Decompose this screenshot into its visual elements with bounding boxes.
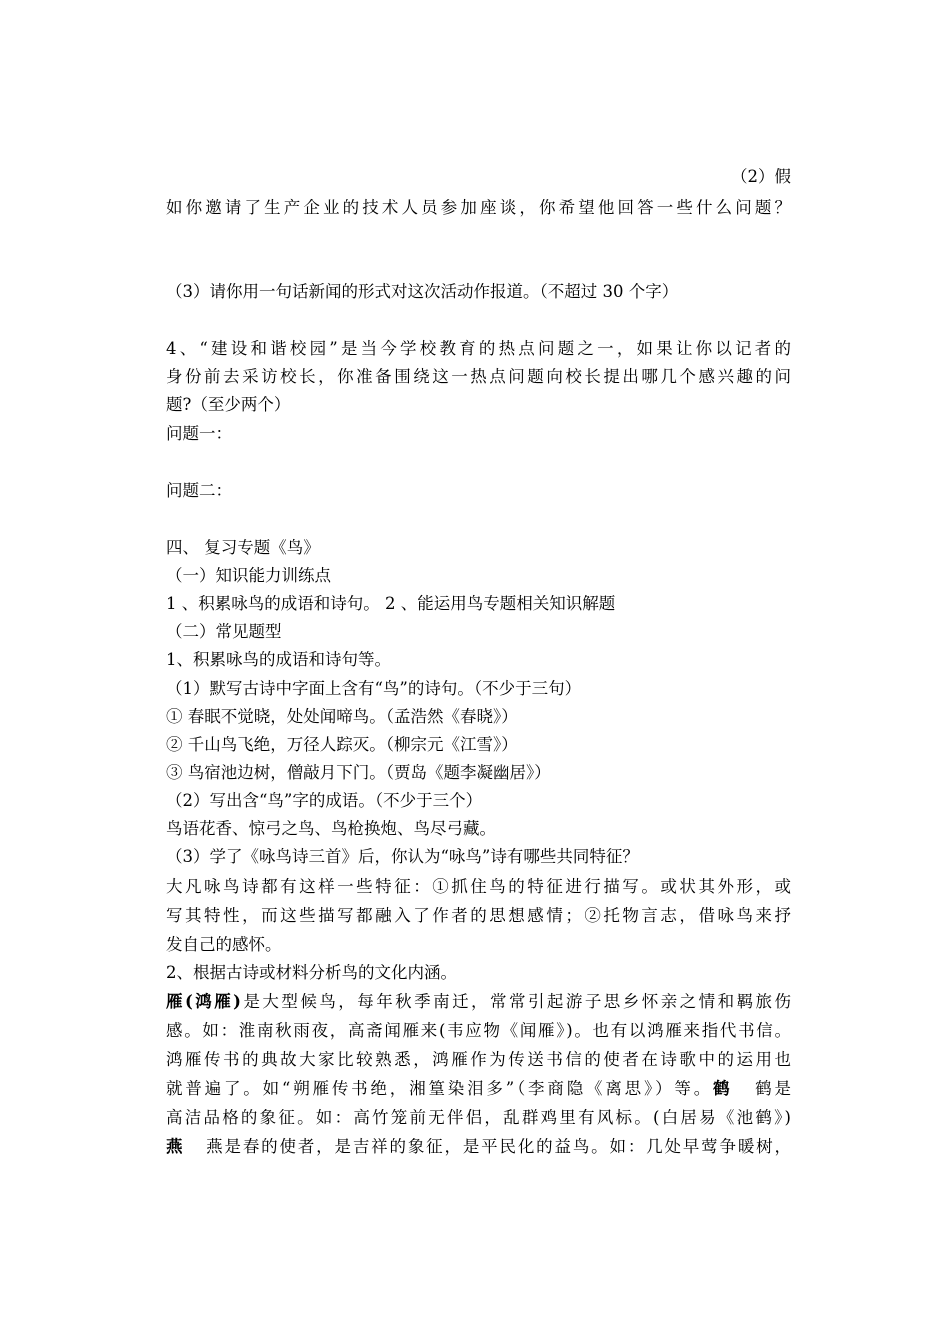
text-line: （3）请你用一句话新闻的形式对这次活动作报道。（不超过 30 个字） <box>166 282 679 301</box>
text-line: 大凡咏鸟诗都有这样一些特征：①抓住鸟的特征进行描写。或状其外形，或 <box>166 877 791 896</box>
text-line <box>166 1078 791 1100</box>
text-line: ① 春眠不觉晓，处处闻啼鸟。（孟浩然《春晓》） <box>166 707 518 726</box>
text-line: 身份前去采访校长，你准备围绕这一热点问题向校长提出哪几个感兴趣的问 <box>166 367 791 386</box>
text-line: （1）默写古诗中字面上含有“鸟”的诗句。（不少于三句） <box>166 679 582 698</box>
text-line: ③ 鸟宿池边树，僧敲月下门。（贾岛《题李凝幽居》） <box>166 763 551 782</box>
text-line: 鸟语花香、惊弓之鸟、鸟枪换炮、鸟尽弓藏。 <box>166 819 496 838</box>
text-span: 就普遍了。如“朔雁传书绝，湘篁染泪多”（李商隐《离思》）等。 <box>166 1079 714 1098</box>
text-line: 问题二： <box>166 481 232 500</box>
term-crane: 鹤 <box>713 1079 733 1098</box>
text-line: 感。如：淮南秋雨夜，高斋闻雁来(韦应物《闻雁》)。也有以鸿雁来指代书信。 <box>166 1021 791 1040</box>
text-line: 发自己的感怀。 <box>166 935 282 954</box>
section-heading: 四、 复习专题《鸟》 <box>166 538 320 557</box>
text-line: ② 千山鸟飞绝，万径人踪灭。（柳宗元《江雪》） <box>166 735 518 754</box>
text-line: （3）学了《咏鸟诗三首》后，你认为“咏鸟”诗有哪些共同特征？ <box>166 847 639 866</box>
text-span: 鹤是 <box>752 1079 792 1098</box>
text-line: 写其特性，而这些描写都融入了作者的思想感情；②托物言志，借咏鸟来抒 <box>166 906 791 925</box>
text-line: 1 、积累咏鸟的成语和诗句。 2 、能运用鸟专题相关知识解题 <box>166 594 616 613</box>
text-line <box>166 1136 791 1158</box>
text-line: 高洁品格的象征。如：高竹笼前无伴侣，乱群鸡里有风标。(白居易《池鹤》) <box>166 1108 791 1127</box>
text-line: （2）假 <box>731 167 791 186</box>
text-line: 题?（至少两个） <box>166 395 291 414</box>
term-goose: 雁(鸿雁) <box>166 992 241 1011</box>
text-line: 4、“建设和谐校园”是当今学校教育的热点问题之一，如果让你以记者的 <box>166 339 791 358</box>
text-line: 问题一： <box>166 424 232 443</box>
text-line: 1、积累咏鸟的成语和诗句等。 <box>166 650 391 669</box>
text-line: （一）知识能力训练点 <box>166 566 331 585</box>
text-span: 是大型候鸟，每年秋季南迁，常常引起游子思乡怀亲之情和羁旅伤 <box>240 992 791 1011</box>
text-line: 如你邀请了生产企业的技术人员参加座谈，你希望他回答一些什么问题？ <box>166 198 791 217</box>
text-line: 鸿雁传书的典故大家比较熟悉，鸿雁作为传送书信的使者在诗歌中的运用也 <box>166 1050 791 1069</box>
term-swallow: 燕 <box>166 1137 185 1156</box>
text-line <box>166 991 791 1013</box>
text-line: （2）写出含“鸟”字的成语。（不少于三个） <box>166 791 483 810</box>
text-line: （二）常见题型 <box>166 622 282 641</box>
text-line: 2、根据古诗或材料分析鸟的文化内涵。 <box>166 963 457 982</box>
text-span: 燕是春的使者，是吉祥的象征，是平民化的益鸟。如：几处早莺争暖树， <box>204 1137 792 1156</box>
